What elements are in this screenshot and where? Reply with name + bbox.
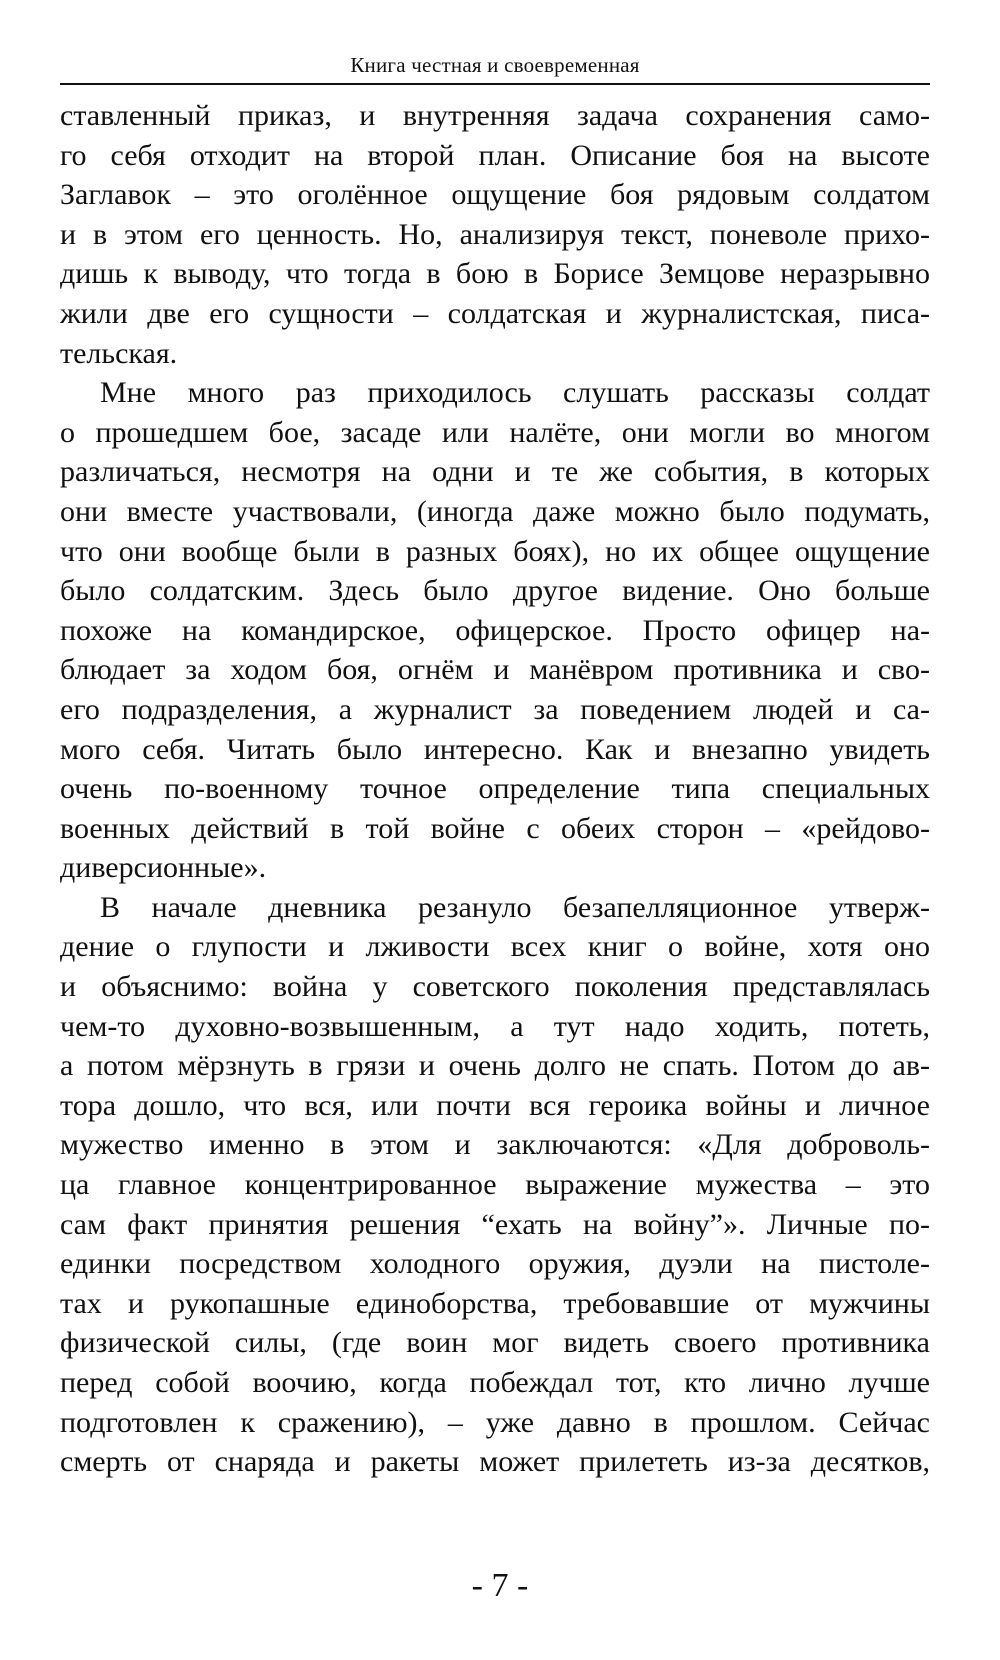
- text-line: очень по-военному точное определение типа специальных: [60, 772, 930, 806]
- text-line: а потом мёрзнуть в грязи и очень долго не спать. Потом до ав-: [60, 1049, 930, 1083]
- text-line: Мне много раз приходилось слушать рассказы солдат: [100, 376, 930, 410]
- body-text: [60, 96, 930, 1482]
- text-line: подготовлен к сражению), – уже давно в прошлом. Сейчас: [60, 1405, 930, 1439]
- text-line: и объяснимо: война у советского поколения представлялась: [60, 970, 930, 1004]
- text-line: В начале дневника резануло безапелляционное утверж-: [100, 890, 930, 924]
- running-head: Книга честная и своевременная: [350, 53, 640, 77]
- text-line: различаться, несмотря на одни и те же события, в которых: [60, 455, 930, 489]
- page-number: - 7 -: [471, 1567, 529, 1604]
- text-line: похоже на командирское, офицерское. Просто офицер на-: [60, 613, 930, 647]
- text-line: военных действий в той войне с обеих сторон – «рейдово-: [60, 811, 930, 845]
- text-line: диверсионные».: [60, 851, 267, 885]
- text-line: Заглавок – это оголённое ощущение боя рядовым солдатом: [60, 178, 930, 212]
- text-line: о прошедшем бое, засаде или налёте, они могли во многом: [60, 415, 930, 449]
- text-line: мужество именно в этом и заключаются: «Для доброволь-: [60, 1128, 930, 1162]
- text-line: единки посредством холодного оружия, дуэли на пистоле-: [60, 1247, 930, 1281]
- text-line: тах и рукопашные единоборства, требовавшие от мужчины: [60, 1286, 930, 1320]
- paragraph-1: [60, 96, 930, 373]
- text-line: его подразделения, а журналист за поведением людей и са-: [60, 692, 930, 726]
- text-line: ца главное концентрированное выражение мужества – это: [60, 1168, 930, 1202]
- paragraph-3: [60, 888, 930, 1482]
- text-line: они вместе участвовали, (иногда даже можно было подумать,: [60, 494, 930, 528]
- text-line: что они вообще были в разных боях), но их общее ощущение: [60, 534, 930, 568]
- text-line: дение о глупости и лживости всех книг о войне, хотя оно: [60, 930, 930, 964]
- text-line: чем-то духовно-возвышенным, а тут надо ходить, потеть,: [60, 1009, 930, 1043]
- text-line: ставленный приказ, и внутренняя задача сохранения само-: [60, 99, 930, 132]
- text-line: физической силы, (где воин мог видеть своего противника: [60, 1326, 930, 1360]
- text-line: сам факт принятия решения “ехать на войну”». Личные по-: [60, 1207, 930, 1241]
- text-line: жили две его сущности – солдатская и журналистская, писа-: [60, 296, 930, 330]
- text-line: и в этом его ценность. Но, анализируя текст, поневоле прихо-: [60, 217, 930, 251]
- text-line: смерть от снаряда и ракеты может прилететь из-за десятков,: [60, 1445, 930, 1479]
- text-line: дишь к выводу, что тогда в бою в Борисе Земцове неразрывно: [60, 257, 930, 291]
- text-line: блюдает за ходом боя, огнём и манёвром противника и сво-: [60, 653, 930, 687]
- text-line: тельская.: [60, 336, 178, 370]
- text-line: было солдатским. Здесь было другое видение. Оно больше: [60, 574, 930, 608]
- text-line: перед собой воочию, когда побеждал тот, кто лично лучше: [60, 1366, 930, 1399]
- paragraph-2: [60, 373, 930, 888]
- text-line: тора дошло, что вся, или почти вся героика войны и личное: [60, 1088, 930, 1122]
- text-line: го себя отходит на второй план. Описание боя на высоте: [60, 138, 930, 172]
- header-rule: [60, 83, 930, 85]
- text-line: мого себя. Читать было интересно. Как и внезапно увидеть: [60, 732, 930, 766]
